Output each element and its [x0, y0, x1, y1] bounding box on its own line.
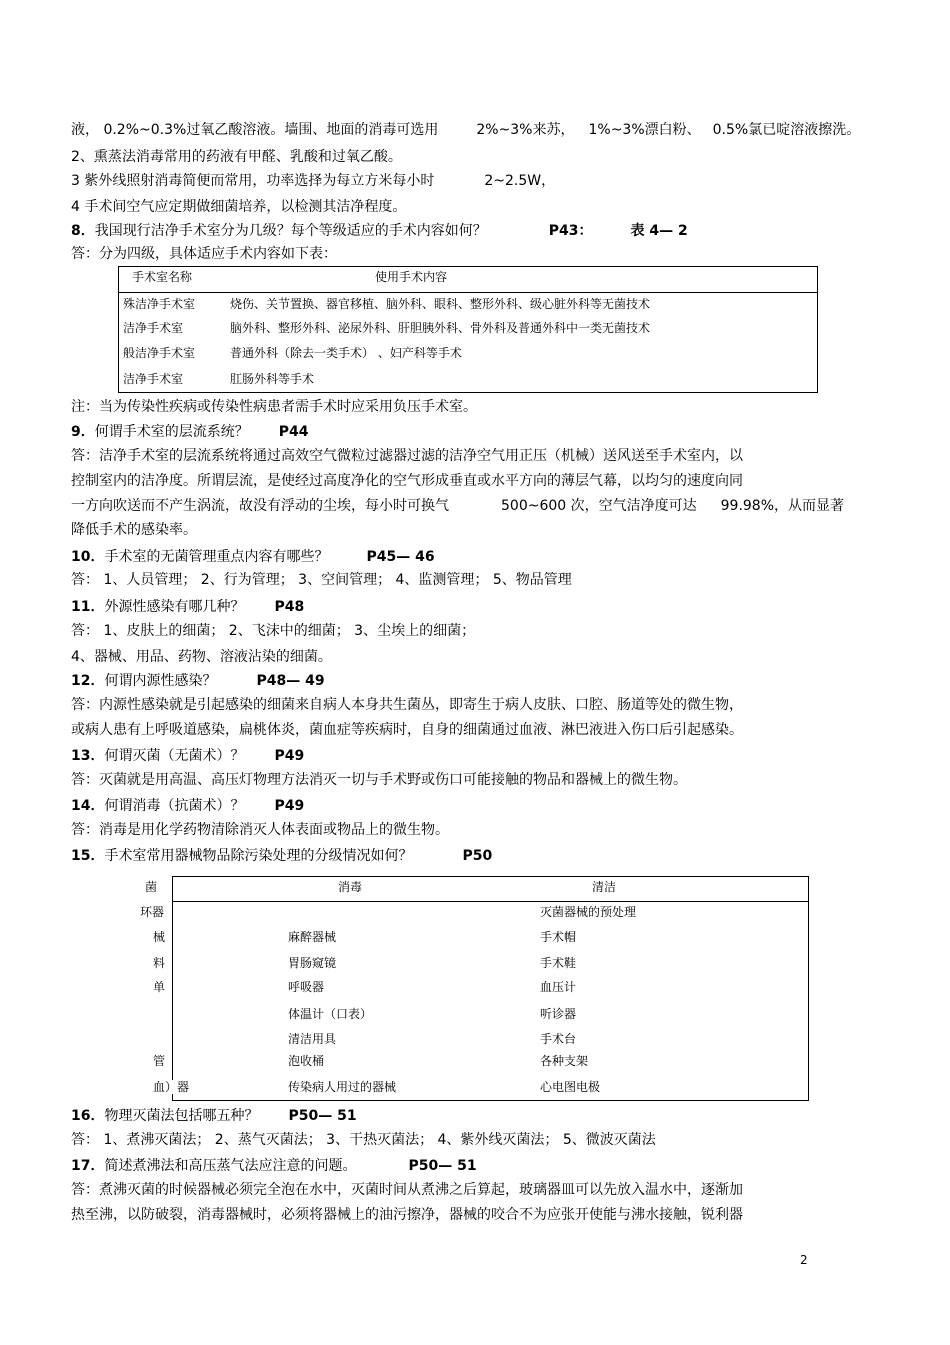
table-cell-disinfect: 泡收桶 — [288, 1054, 325, 1068]
text-segment: 2~2.5W， — [484, 173, 556, 189]
question-text: 手术室常用器械物品除污染处理的分级情况如何？ — [104, 848, 413, 864]
question-number: 14． — [71, 798, 105, 814]
question-text: 手术室的无菌管理重点内容有哪些？ — [104, 549, 329, 565]
question-number: 15． — [71, 848, 105, 864]
table-cell-name: 洁净手术室 — [123, 321, 184, 335]
table-header-divider — [118, 292, 818, 293]
answer-14: 答：消毒是用化学药物清除消灭人体表面或物品上的微生物。 — [71, 822, 449, 838]
question-10 — [71, 548, 435, 566]
table-side-label: 血）器 — [153, 1080, 190, 1094]
text-segment: 99.98%，从而显著 — [720, 498, 845, 514]
table-cell-name: 殊洁净手术室 — [123, 297, 196, 311]
table-cell-clean: 各种支架 — [540, 1054, 589, 1068]
question-9 — [71, 423, 309, 441]
question-number: 17． — [71, 1158, 105, 1174]
page-ref: P50— 51 — [288, 1108, 357, 1124]
question-16 — [71, 1107, 357, 1125]
question-text: 何谓消毒（抗菌术）？ — [104, 798, 245, 814]
table-cell-clean: 手术帽 — [540, 930, 577, 944]
page-ref: P49 — [274, 798, 305, 814]
question-14 — [71, 797, 304, 815]
table-header-content: 使用手术内容 — [375, 270, 448, 284]
page-ref: P45— 46 — [366, 549, 435, 565]
question-number: 10． — [71, 549, 105, 565]
answer-12-line: 答：内源性感染就是引起感染的细菌来自病人本身共生菌丛，即寄生于病人皮肤、口腔、肠道等处的微生物， — [71, 697, 743, 713]
question-15 — [71, 847, 492, 865]
table-header-divider — [172, 901, 809, 902]
question-number: 16． — [71, 1108, 105, 1124]
page-ref: P43： — [548, 223, 593, 239]
table-cell-content: 烧伤、关节置换、器官移植、脑外科、眼科、整形外科、级心脏外科等无菌技术 — [230, 297, 651, 311]
question-text: 物理灭菌法包括哪五种？ — [104, 1108, 259, 1124]
table-cell-clean: 血压计 — [540, 980, 577, 994]
question-text: 简述煮沸法和高压蒸气法应注意的问题。 — [104, 1158, 357, 1174]
table-cell-disinfect: 胃肠窥镜 — [288, 956, 337, 970]
question-8 — [71, 222, 688, 240]
question-number: 12． — [71, 673, 105, 689]
answer-17-line: 热至沸，以防破裂，消毒器械时，必须将器械上的油污擦净，器械的咬合不为应张开使能与沸水接触，锐利器 — [71, 1207, 743, 1223]
question-17 — [71, 1157, 477, 1175]
question-text: 何谓灭菌（无菌术）？ — [104, 748, 245, 764]
text-line: 4 手术间空气应定期做细菌培养，以检测其洁净程度。 — [71, 199, 407, 215]
table-frame — [172, 876, 809, 1101]
table-cell-disinfect: 呼吸器 — [288, 980, 325, 994]
table-side-label: 单 — [153, 980, 166, 994]
table-cell-name: 般洁净手术室 — [123, 346, 196, 360]
text-line: 2、熏蒸法消毒常用的药液有甲醛、乳酸和过氧乙酸。 — [71, 149, 402, 165]
table-cell-disinfect: 麻醉器械 — [288, 930, 337, 944]
text-segment: 2%~3%来苏， — [476, 122, 575, 138]
table-cell-name: 洁净手术室 — [123, 372, 184, 386]
question-number: 9． — [71, 424, 95, 440]
table-cell-clean: 心电图电极 — [540, 1080, 601, 1094]
table-side-label: 械 — [153, 930, 166, 944]
answer-17-line: 答：煮沸灭菌的时候器械必须完全泡在水中，灭菌时间从煮沸之后算起，玻璃器皿可以先放入温水中，逐渐加 — [71, 1182, 743, 1198]
table-side-label: 料 — [153, 956, 166, 970]
table-cell-clean: 手术台 — [540, 1032, 577, 1046]
question-13 — [71, 747, 304, 765]
answer-8: 答：分为四级，具体适应手术内容如下表： — [71, 246, 337, 262]
answer-11-line: 4、器械、用品、药物、溶液沾染的细菌。 — [71, 649, 332, 665]
text-line — [71, 172, 555, 190]
text-segment: 0.5%氯已啶溶液擦洗。 — [712, 122, 861, 138]
text-segment: 3 紫外线照射消毒简便而常用，功率选择为每立方米每小时 — [71, 173, 435, 189]
table-cell-disinfect: 清洁用具 — [288, 1032, 337, 1046]
page-ref: P50 — [462, 848, 493, 864]
answer-12-line: 或病人患有上呼吸道感染，扁桃体炎，菌血症等疾病时，自身的细菌通过血液、淋巴液进入伤口后引起感染。 — [71, 722, 743, 738]
table-header-clean: 清洁 — [592, 880, 617, 894]
table-cell-disinfect: 体温计（口表） — [288, 1007, 373, 1021]
page-ref: P48— 49 — [256, 673, 325, 689]
answer-10: 答： 1、人员管理； 2、行为管理； 3、空间管理； 4、监测管理； 5、物品管理 — [71, 572, 572, 588]
table-side-label: 管 — [153, 1054, 166, 1068]
table-ref: 表 4— 2 — [630, 223, 688, 239]
answer-9-line: 答：洁净手术室的层流系统将通过高效空气微粒过滤器过滤的洁净空气用正压（机械）送风送至手术室内，以 — [71, 448, 743, 464]
answer-13: 答：灭菌就是用高温、高压灯物理方法消灭一切与手术野或伤口可能接触的物品和器械上的微生物。 — [71, 772, 687, 788]
answer-11-line: 答： 1、皮肤上的细菌； 2、飞沫中的细菌； 3、尘埃上的细菌； — [71, 623, 476, 639]
text-segment: 500~600 次，空气洁净度可达 — [501, 498, 697, 514]
table-side-label: 菌 — [145, 880, 158, 894]
question-number: 13． — [71, 748, 105, 764]
table-cell-content: 脑外科、整形外科、泌尿外科、肝胆胰外科、骨外科及普通外科中一类无菌技术 — [230, 321, 651, 335]
page-ref: P50— 51 — [408, 1158, 477, 1174]
table-header-disinfect: 消毒 — [338, 880, 363, 894]
question-number: 11． — [71, 599, 105, 615]
question-11 — [71, 598, 304, 616]
table-cell-clean: 听诊器 — [540, 1007, 577, 1021]
table-cell-content: 普通外科（除去一类手术） 、妇产科等手术 — [230, 346, 462, 360]
page-ref: P48 — [274, 599, 305, 615]
question-text: 我国现行洁净手术室分为几级？每个等级适应的手术内容如何？ — [94, 223, 487, 239]
page-ref: P44 — [278, 424, 309, 440]
question-text: 何谓手术室的层流系统？ — [94, 424, 249, 440]
answer-16: 答： 1、煮沸灭菌法； 2、蒸气灭菌法； 3、干热灭菌法； 4、紫外线灭菌法； 5、微波灭菌法 — [71, 1132, 656, 1148]
note-8: 注：当为传染性疾病或传染性病患者需手术时应采用负压手术室。 — [71, 399, 477, 415]
question-text: 外源性感染有哪几种？ — [104, 599, 245, 615]
text-line — [71, 121, 860, 139]
table-cell-clean: 手术鞋 — [540, 956, 577, 970]
table-cell-disinfect: 传染病人用过的器械 — [288, 1080, 397, 1094]
text-segment: 一方向吹送而不产生涡流，故没有浮动的尘埃，每小时可换气 — [71, 498, 449, 514]
table-header-name: 手术室名称 — [132, 270, 193, 284]
text-segment: 液， 0.2%~0.3%过氧乙酸溶液。墙围、地面的消毒可选用 — [71, 122, 439, 138]
answer-9-line: 控制室内的洁净度。所谓层流，是使经过高度净化的空气形成垂直或水平方向的薄层气幕，以均匀的速度向同 — [71, 473, 743, 489]
question-number: 8． — [71, 223, 95, 239]
question-12 — [71, 672, 325, 690]
page-number: 2 — [800, 1253, 808, 1267]
table-cell-clean: 灭菌器械的预处理 — [540, 905, 637, 919]
page-ref: P49 — [274, 748, 305, 764]
text-segment: 1%~3%漂白粉、 — [588, 122, 701, 138]
question-text: 何谓内源性感染？ — [104, 673, 217, 689]
table-side-label: 环器 — [140, 905, 165, 919]
answer-9-line — [71, 497, 844, 515]
answer-9-line: 降低手术的感染率。 — [71, 522, 197, 538]
table-cell-content: 肛肠外科等手术 — [230, 372, 315, 386]
